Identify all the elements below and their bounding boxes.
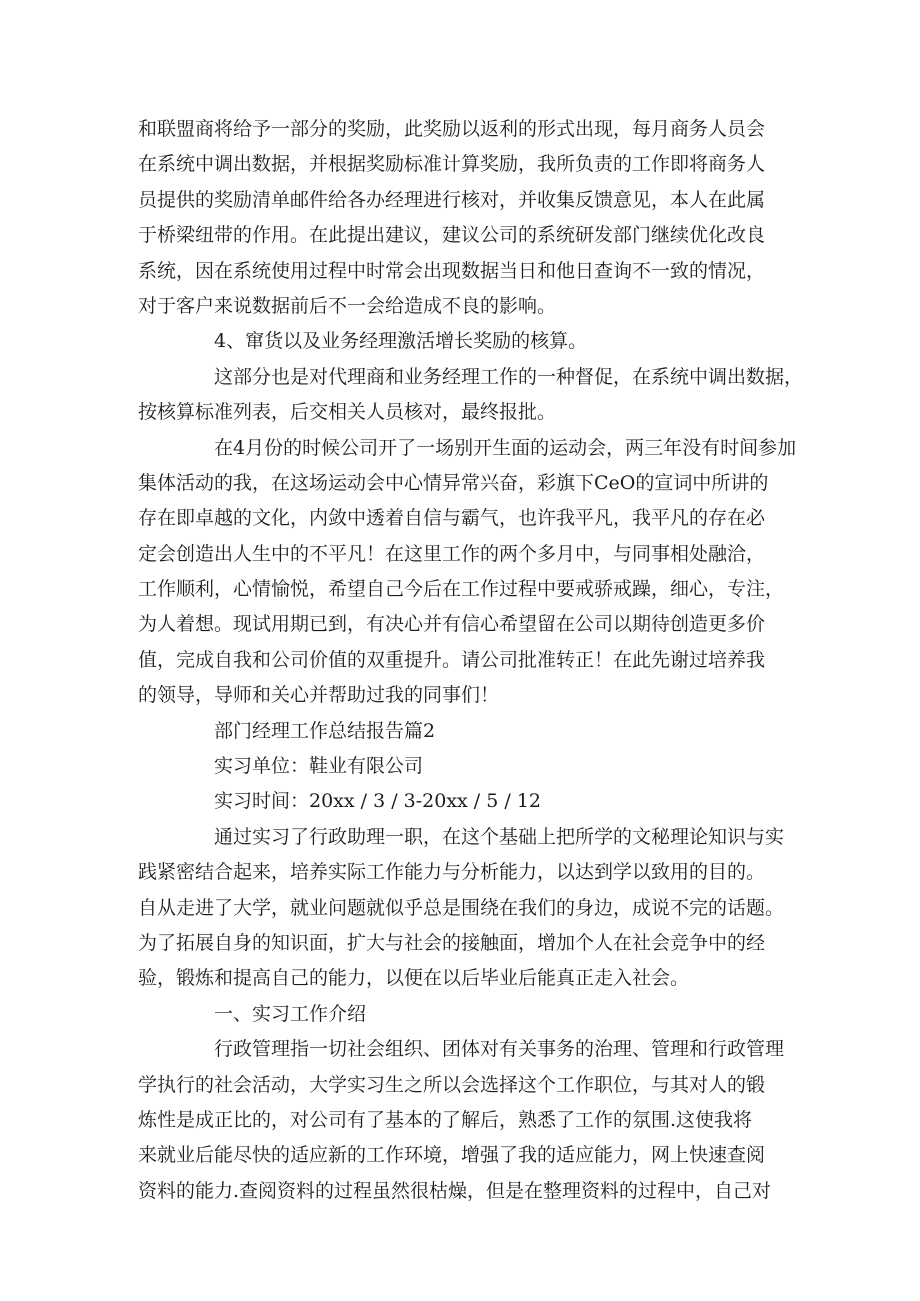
paragraph <box>138 784 798 819</box>
text-line: 的领导，导师和关心并帮助过我的同事们！ <box>138 684 500 707</box>
text-line: 按核算标准列表，后交相关人员核对，最终报批。 <box>138 401 557 424</box>
text-line: 为了拓展自身的知识面，扩大与社会的接触面，增加个人在社会竞争中的经 <box>138 931 766 954</box>
text-line: 实习时间：20xx / 3 / 3-20xx / 5 / 12 <box>214 790 541 813</box>
text-line: 炼性是成正比的，对公司有了基本的了解后，熟悉了工作的氛围.这使我将 <box>138 1108 753 1131</box>
text-line: 集体活动的我，在这场运动会中心情异常兴奋，彩旗下CeO的宣词中所讲的 <box>138 471 769 494</box>
text-line: 为人着想。现试用期已到，有决心并有信心希望留在公司以期待创造更多价 <box>138 613 766 636</box>
text-line: 这部分也是对代理商和业务经理工作的一种督促，在系统中调出数据， <box>214 365 804 388</box>
paragraph <box>138 112 798 324</box>
text-line: 验，锻炼和提高自己的能力，以便在以后毕业后能真正走入社会。 <box>138 967 690 990</box>
text-line: 和联盟商将给予一部分的奖励，此奖励以返利的形式出现，每月商务人员会 <box>138 118 766 140</box>
text-line: 学执行的社会活动，大学实习生之所以会选择这个工作职位，与其对人的锻 <box>138 1073 766 1096</box>
paragraph <box>138 749 798 784</box>
text-line: 工作顺利，心情愉悦，希望自己今后在工作过程中要戒骄戒躁，细心，专注， <box>138 578 785 601</box>
paragraph <box>138 997 798 1032</box>
text-line: 于桥梁纽带的作用。在此提出建议，建议公司的系统研发部门继续优化改良 <box>138 224 766 247</box>
text-line: 通过实习了行政助理一职，在这个基础上把所学的文秘理论知识与实 <box>214 825 785 848</box>
document-body <box>138 112 804 1209</box>
paragraph <box>138 820 798 997</box>
text-line: 在4月份的时候公司开了一场别开生面的运动会，两三年没有时间参加 <box>214 436 797 459</box>
text-line: 来就业后能尽快的适应新的工作环境，增强了我的适应能力，网上快速查阅 <box>138 1144 766 1167</box>
text-line: 员提供的奖励清单邮件给各办经理进行核对，并收集反馈意见，本人在此属 <box>138 188 766 211</box>
paragraph <box>138 431 798 714</box>
text-line: 资料的能力.查阅资料的过程虽然很枯燥，但是在整理资料的过程中，自己对 <box>138 1179 772 1202</box>
text-line: 部门经理工作总结报告篇2 <box>214 719 436 742</box>
text-line: 4、窜货以及业务经理激活增长奖励的核算。 <box>214 330 588 353</box>
text-line: 定会创造出人生中的不平凡！在这里工作的两个多月中，与同事相处融洽， <box>138 542 766 565</box>
text-line: 行政管理指一切社会组织、团体对有关事务的治理、管理和行政管理 <box>214 1038 785 1061</box>
text-line: 一、实习工作介绍 <box>214 1002 367 1025</box>
paragraph <box>138 1032 798 1209</box>
text-line: 值，完成自我和公司价值的双重提升。请公司批准转正！在此先谢过培养我 <box>138 648 766 671</box>
text-line: 系统，因在系统使用过程中时常会出现数据当日和他日查询不一致的情况， <box>138 259 766 282</box>
text-line: 存在即卓越的文化，内敛中透着自信与霸气，也许我平凡，我平凡的存在必 <box>138 507 766 530</box>
text-line: 实习单位：鞋业有限公司 <box>214 755 424 778</box>
text-line: 践紧密结合起来，培养实际工作能力与分析能力，以达到学以致用的目的。 <box>138 861 766 884</box>
text-line: 自从走进了大学，就业问题就似乎总是围绕在我们的身边，成说不完的话题。 <box>138 896 785 919</box>
paragraph <box>138 360 804 431</box>
paragraph <box>138 714 798 749</box>
paragraph <box>138 324 798 359</box>
text-line: 在系统中调出数据，并根据奖励标准计算奖励，我所负责的工作即将商务人 <box>138 153 766 176</box>
text-line: 对于客户来说数据前后不一会给造成不良的影响。 <box>138 294 557 317</box>
